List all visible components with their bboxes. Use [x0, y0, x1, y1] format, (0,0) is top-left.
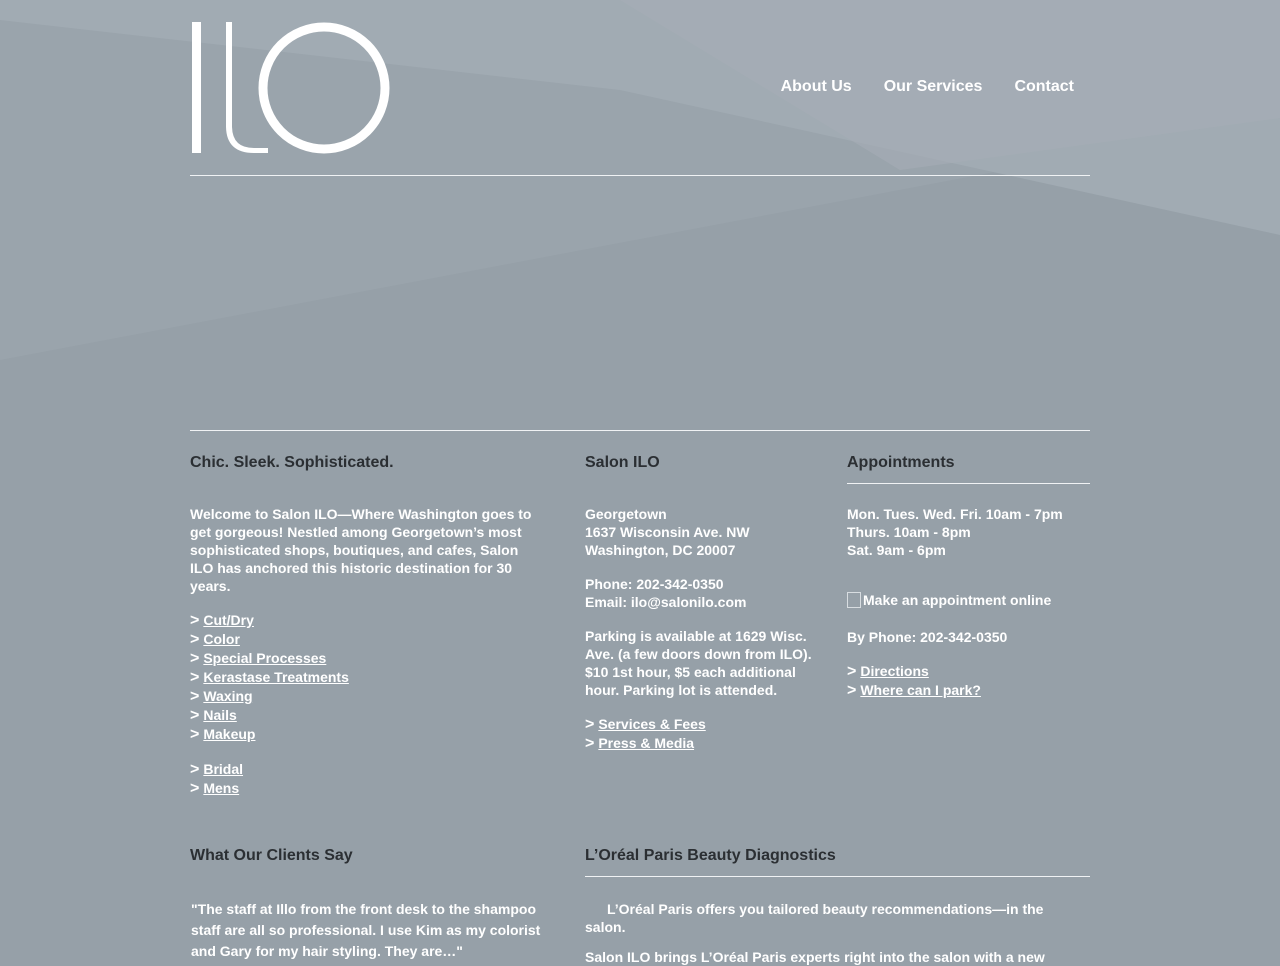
list-item [190, 668, 540, 687]
testimonials-heading: What Our Clients Say [190, 847, 353, 864]
main-nav [781, 78, 1074, 96]
salon-heading: Salon ILO [585, 454, 660, 471]
list-item [585, 715, 815, 734]
more-link-list [190, 760, 540, 798]
salon-phone: Phone: 202-342-0350 [585, 576, 724, 592]
services-link-list [190, 611, 540, 744]
arrow-marker: > [585, 716, 595, 733]
link-cut-dry[interactable]: Cut/Dry [203, 612, 254, 628]
loreal-divider [585, 876, 1090, 877]
link-where-park[interactable]: Where can I park? [860, 682, 981, 698]
arrow-marker: > [190, 669, 200, 686]
welcome-text: Welcome to Salon ILO—Where Washington goes to get gorgeous! Nestled among Georgetown’s most sophisticated shops, boutiques, and cafes, Salon ILO has anchored this historic destination for 30 years. [190, 506, 532, 594]
arrow-marker: > [190, 780, 200, 797]
arrow-marker: > [190, 726, 200, 743]
link-press-media[interactable]: Press & Media [598, 735, 695, 751]
intro-heading: Chic. Sleek. Sophisticated. [190, 454, 394, 471]
loreal-text: L’Oréal Paris offers you tailored beauty recommendations—in the salon. [585, 901, 1044, 935]
link-directions[interactable]: Directions [860, 663, 929, 679]
hours-line: Mon. Tues. Wed. Fri. 10am - 7pm [847, 506, 1063, 522]
link-mens[interactable]: Mens [203, 780, 240, 796]
arrow-marker: > [847, 663, 857, 680]
list-item [190, 779, 540, 798]
link-services-fees[interactable]: Services & Fees [598, 716, 706, 732]
appointments-heading: Appointments [847, 454, 955, 471]
link-color[interactable]: Color [203, 631, 240, 647]
nav-contact[interactable]: Contact [1014, 78, 1074, 95]
address-line: 1637 Wisconsin Ave. NW [585, 524, 750, 540]
arrow-marker: > [190, 650, 200, 667]
list-item [847, 662, 1090, 681]
salon-column [585, 453, 815, 753]
online-appointment-button[interactable] [847, 591, 1051, 609]
list-item [190, 649, 540, 668]
testimonials-section [190, 846, 545, 962]
nav-our-services[interactable]: Our Services [883, 78, 983, 95]
list-item [585, 734, 815, 753]
salon-link-list [585, 715, 815, 753]
appointment-link-list [847, 662, 1090, 700]
list-item [190, 760, 540, 779]
nav-about-us[interactable]: About Us [780, 78, 852, 95]
testimonial-quote: "The staff at Illo from the front desk to the shampoo staff are all so professional. I use Kim as my colorist and Gary for my hair styling. They are…" [191, 901, 541, 959]
appointment-phone: By Phone: 202-342-0350 [847, 629, 1008, 645]
link-makeup[interactable]: Makeup [203, 726, 256, 742]
appointments-column [847, 453, 1090, 700]
arrow-marker: > [585, 735, 595, 752]
arrow-marker: > [190, 631, 200, 648]
address-line: Georgetown [585, 506, 667, 522]
banner-divider [190, 430, 1090, 431]
hours-line: Thurs. 10am - 8pm [847, 524, 971, 540]
list-item [190, 687, 540, 706]
link-waxing[interactable]: Waxing [203, 688, 253, 704]
link-special-processes[interactable]: Special Processes [203, 650, 327, 666]
link-nails[interactable]: Nails [203, 707, 237, 723]
online-appointment-wrapper [847, 591, 1090, 612]
intro-column [190, 453, 540, 798]
link-bridal[interactable]: Bridal [203, 761, 244, 777]
loreal-text-2: Salon ILO brings L’Oréal Paris experts right into the salon with a new [585, 949, 1045, 965]
hours-line: Sat. 9am - 6pm [847, 542, 946, 558]
broken-image-icon [847, 592, 861, 608]
salon-email: Email: ilo@salonilo.com [585, 594, 747, 610]
list-item [190, 611, 540, 630]
ilo-logo[interactable] [192, 22, 390, 154]
list-item [190, 725, 540, 744]
list-item [847, 681, 1090, 700]
salon-contact [585, 575, 815, 611]
loreal-heading: L’Oréal Paris Beauty Diagnostics [585, 847, 836, 864]
parking-info: Parking is available at 1629 Wisc. Ave. (a few doors down from ILO). $10 1st hour, $5 each additional hour. Parking lot is attended. [585, 628, 812, 698]
arrow-marker: > [847, 682, 857, 699]
arrow-marker: > [190, 707, 200, 724]
list-item [190, 706, 540, 725]
arrow-marker: > [190, 612, 200, 629]
address-line: Washington, DC 20007 [585, 542, 736, 558]
appointments-divider [847, 483, 1090, 484]
salon-address [585, 505, 815, 559]
header-divider [190, 175, 1090, 176]
salon-hours [847, 505, 1090, 559]
loreal-section [585, 846, 1055, 966]
link-kerastase-treatments[interactable]: Kerastase Treatments [203, 669, 349, 685]
list-item [190, 630, 540, 649]
arrow-marker: > [190, 761, 200, 778]
online-appointment-alt: Make an appointment online [863, 592, 1052, 608]
page-container [190, 0, 1090, 965]
arrow-marker: > [190, 688, 200, 705]
